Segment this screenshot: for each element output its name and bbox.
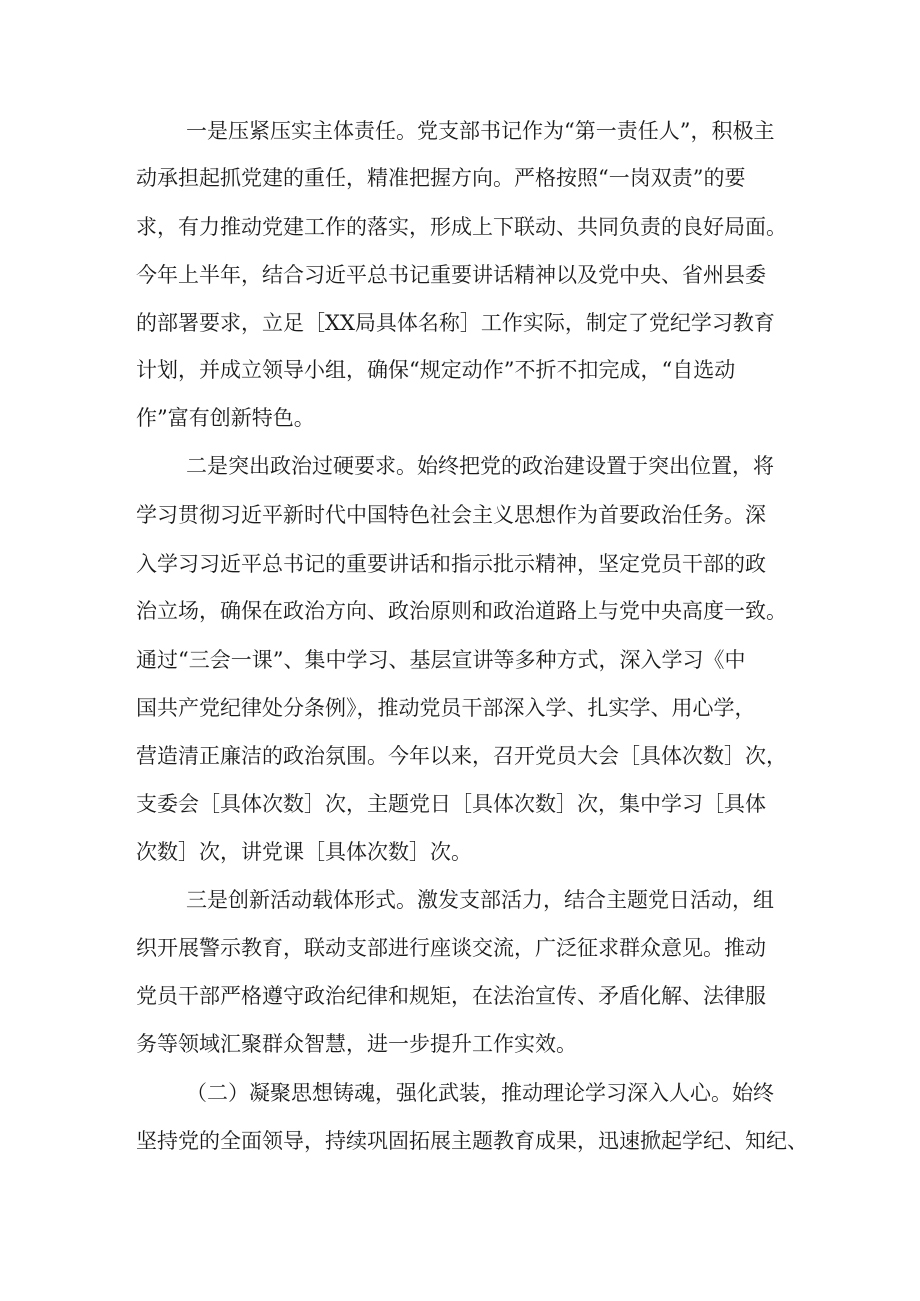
paragraph-line: 动承担起抓党建的重任，精准把握方向。严格按照“一岗双责”的要 [136,166,746,190]
paragraph-line: 织开展警示教育，联动支部进行座谈交流，广泛征求群众意见。推动 [136,936,766,960]
paragraph-line: 计划，并成立领导小组，确保“规定动作”不折不扣完成，“自选动 [136,358,736,382]
paragraph-line: 的部署要求，立足［XX局具体名称］工作实际，制定了党纪学习教育 [136,311,775,335]
paragraph-line: 一是压紧压实主体责任。党支部书记作为“第一责任人”，积极主 [186,119,775,143]
paragraph-line: 三是创新活动载体形式。激发支部活力，结合主题党日活动，组 [186,888,774,912]
paragraph-line: 求，有力推动党建工作的落实，形成上下联动、共同负责的良好局面。 [136,215,787,239]
paragraph-line: 二是突出政治过硬要求。始终把党的政治建设置于突出位置，将 [186,454,774,478]
paragraph-line: 入学习习近平总书记的重要讲话和指示批示精神，坚定党员干部的政 [136,552,766,576]
paragraph-line: 坚持党的全面领导，持续巩固拓展主题教育成果，迅速掀起学纪、知纪、 [136,1129,808,1153]
paragraph-line: 治立场，确保在政治方向、政治原则和政治道路上与党中央高度一致。 [136,599,787,623]
paragraph-line: 今年上半年，结合习近平总书记重要讲话精神以及党中央、省州县委 [136,263,766,287]
paragraph-line: （二）凝聚思想铸魂，强化武装，推动理论学习深入人心。始终 [186,1081,774,1105]
paragraph-line: 支委会［具体次数］次，主题党日［具体次数］次，集中学习［具体 [136,792,766,816]
paragraph-line: 学习贯彻习近平新时代中国特色社会主义思想作为首要政治任务。深 [136,503,766,527]
paragraph-line: 营造清正廉洁的政治氛围。今年以来，召开党员大会［具体次数］次， [136,744,787,768]
paragraph-line: 务等领域汇聚群众智慧，进一步提升工作实效。 [136,1032,577,1056]
paragraph-line: 次数］次，讲党课［具体次数］次。 [136,840,472,864]
paragraph-line: 国共产党纪律处分条例》，推动党员干部深入学、扎实学、用心学， [136,696,756,720]
paragraph-line: 通过“三会一课”、集中学习、基层宣讲等多种方式，深入学习《中 [136,648,746,672]
paragraph-line: 作”富有创新特色。 [136,406,315,430]
paragraph-line: 党员干部严格遵守政治纪律和规矩，在法治宣传、矛盾化解、法律服 [136,984,766,1008]
